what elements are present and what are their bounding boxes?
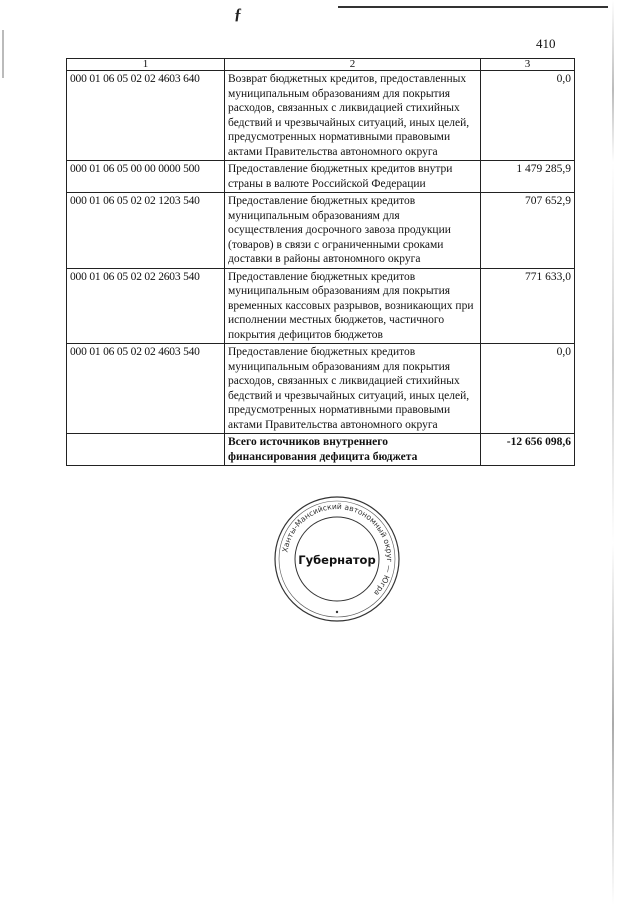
- financing-sources-table: [66, 58, 575, 466]
- seal-center-text: Губернатор: [298, 553, 376, 567]
- table-row: [67, 161, 575, 193]
- scan-edge-right: [612, 0, 614, 905]
- row-amount: 0,0: [481, 344, 575, 434]
- page-number: 410: [536, 36, 556, 51]
- seal-ring-text: Ханты-Мансийский автономный округ — Югра: [280, 501, 395, 598]
- governor-seal: [272, 494, 402, 624]
- scan-mark: ƒ: [234, 6, 242, 23]
- table-row: [67, 268, 575, 344]
- column-header-1: 1: [67, 59, 225, 71]
- total-description: Всего источников внутреннего финансирования дефицита бюджета: [225, 434, 481, 466]
- row-amount: 707 652,9: [481, 193, 575, 269]
- budget-code: 000 01 06 05 02 02 4603 640: [67, 71, 225, 161]
- row-amount: 771 633,0: [481, 268, 575, 344]
- row-description: Предоставление бюджетных кредитов муниципальным образованиям для покрытия временных кассовых разрывов, возникающих при исполнении местных бюджетов, частичного покрытия дефицитов бюджетов: [225, 268, 481, 344]
- row-amount: 0,0: [481, 71, 575, 161]
- total-amount: -12 656 098,6: [481, 434, 575, 466]
- row-description: Предоставление бюджетных кредитов внутри страны в валюте Российской Федерации: [225, 161, 481, 193]
- budget-code: 000 01 06 05 02 02 1203 540: [67, 193, 225, 269]
- header-row: [67, 59, 575, 71]
- budget-code: 000 01 06 05 00 00 0000 500: [67, 161, 225, 193]
- table-row: [67, 193, 575, 269]
- budget-code: 000 01 06 05 02 02 4603 540: [67, 344, 225, 434]
- table-row: [67, 344, 575, 434]
- scan-edge-line: [338, 6, 608, 8]
- row-amount: 1 479 285,9: [481, 161, 575, 193]
- row-description: Возврат бюджетных кредитов, предоставленных муниципальным образованиям для покрытия расходов, связанных с ликвидацией стихийных бедствий и чрезвычайных ситуаций, иных целей, предусмотренных нормативными правовыми актами Правительства автономного округа: [225, 71, 481, 161]
- row-description: Предоставление бюджетных кредитов муниципальным образованиям для осуществления досрочного завоза продукции (товаров) в связи с ограниченными сроками доставки в районы автономного округа: [225, 193, 481, 269]
- table-row: [67, 71, 575, 161]
- column-header-3: 3: [481, 59, 575, 71]
- budget-code: 000 01 06 05 02 02 2603 540: [67, 268, 225, 344]
- column-header-2: 2: [225, 59, 481, 71]
- total-row: [67, 434, 575, 466]
- total-code: [67, 434, 225, 466]
- scan-edge-left: [2, 30, 4, 78]
- seal-dot: [336, 611, 338, 613]
- row-description: Предоставление бюджетных кредитов муниципальным образованиям для покрытия расходов, связанных с ликвидацией стихийных бедствий и чрезвычайных ситуаций, иных целей, предусмотренных нормативными правовыми актами Правительства автономного округа: [225, 344, 481, 434]
